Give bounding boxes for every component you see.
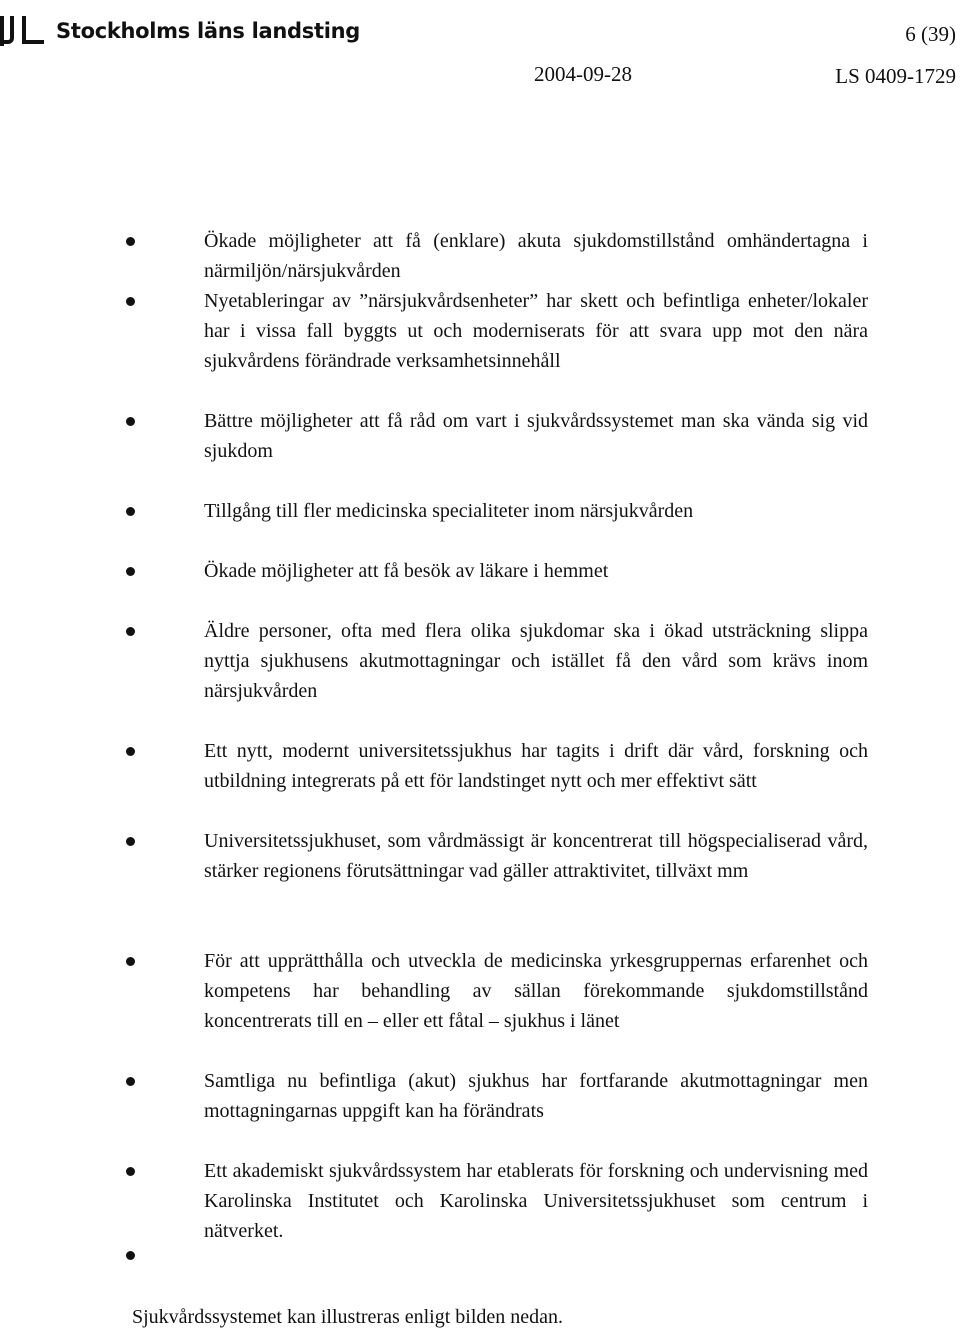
organization-name: Stockholms läns landsting bbox=[56, 19, 360, 43]
bullet-icon bbox=[126, 1077, 135, 1086]
list-item-text: Ett nytt, modernt universitetssjukhus har tagits i drift där vård, forskning och utbildning integrerats på ett för landstinget nytt och mer effektivt sätt bbox=[204, 740, 868, 792]
bullet-icon bbox=[126, 237, 135, 246]
organization-logo bbox=[0, 16, 360, 46]
list-item-text: Ökade möjligheter att få (enklare) akuta sjukdomstillstånd omhändertagna i närmiljön/närsjukvården bbox=[204, 230, 868, 282]
bullet-icon bbox=[126, 1167, 135, 1176]
list-item-text: Tillgång till fler medicinska specialiteter inom närsjukvården bbox=[204, 500, 694, 522]
list-item-text: Bättre möjligheter att få råd om vart i sjukvårdssystemet man ska vända sig vid sjukdom bbox=[204, 410, 868, 462]
bullet-icon bbox=[126, 417, 135, 426]
document-reference: LS 0409-1729 bbox=[835, 64, 956, 88]
bullet-icon bbox=[126, 627, 135, 636]
bullet-icon bbox=[126, 1251, 135, 1260]
list-item-text: Ökade möjligheter att få besök av läkare i hemmet bbox=[204, 560, 609, 582]
list-item-text: För att upprätthålla och utveckla de medicinska yrkesgruppernas erfarenhet och kompetens har behandling av sällan förekommande sjukdomstillstånd koncentrerats till en – eller ett fåtal – sjukhus i länet bbox=[204, 950, 868, 1032]
list-item-text: Nyetableringar av ”närsjukvårdsenheter” har skett och befintliga enheter/lokaler har i vissa fall byggts ut och moderniserats för att svara upp mot den nära sjukvårdens förändrade verksamhetsinnehåll bbox=[204, 290, 868, 372]
bullet-icon bbox=[126, 297, 135, 306]
list-item-text: Äldre personer, ofta med flera olika sjukdomar ska i ökad utsträckning slippa nyttja sjukhusens akutmottagningar och istället få den vård som krävs inom närsjukvården bbox=[204, 620, 868, 702]
page-number: 6 (39) bbox=[905, 22, 956, 46]
sll-logo-icon bbox=[0, 16, 48, 46]
list-item-text: Universitetssjukhuset, som vårdmässigt är koncentrerat till högspecialiserad vård, stärker regionens förutsättningar vad gäller attraktivitet, tillväxt mm bbox=[204, 830, 868, 882]
bullet-icon bbox=[126, 507, 135, 516]
bullet-icon bbox=[126, 747, 135, 756]
document-date: 2004-09-28 bbox=[534, 62, 632, 86]
bullet-icon bbox=[126, 957, 135, 966]
figure-intro-text: Sjukvårdssystemet kan illustreras enligt bilden nedan. bbox=[132, 1306, 564, 1328]
bullet-icon bbox=[126, 837, 135, 846]
list-item-text: Ett akademiskt sjukvårdssystem har etablerats för forskning och undervisning med Karolinska Institutet och Karolinska Universitetssjukhuset som centrum i nätverket. bbox=[204, 1160, 868, 1242]
list-item-text: Samtliga nu befintliga (akut) sjukhus har fortfarande akutmottagningar men mottagningarnas uppgift kan ha förändrats bbox=[204, 1070, 868, 1122]
bullet-icon bbox=[126, 567, 135, 576]
